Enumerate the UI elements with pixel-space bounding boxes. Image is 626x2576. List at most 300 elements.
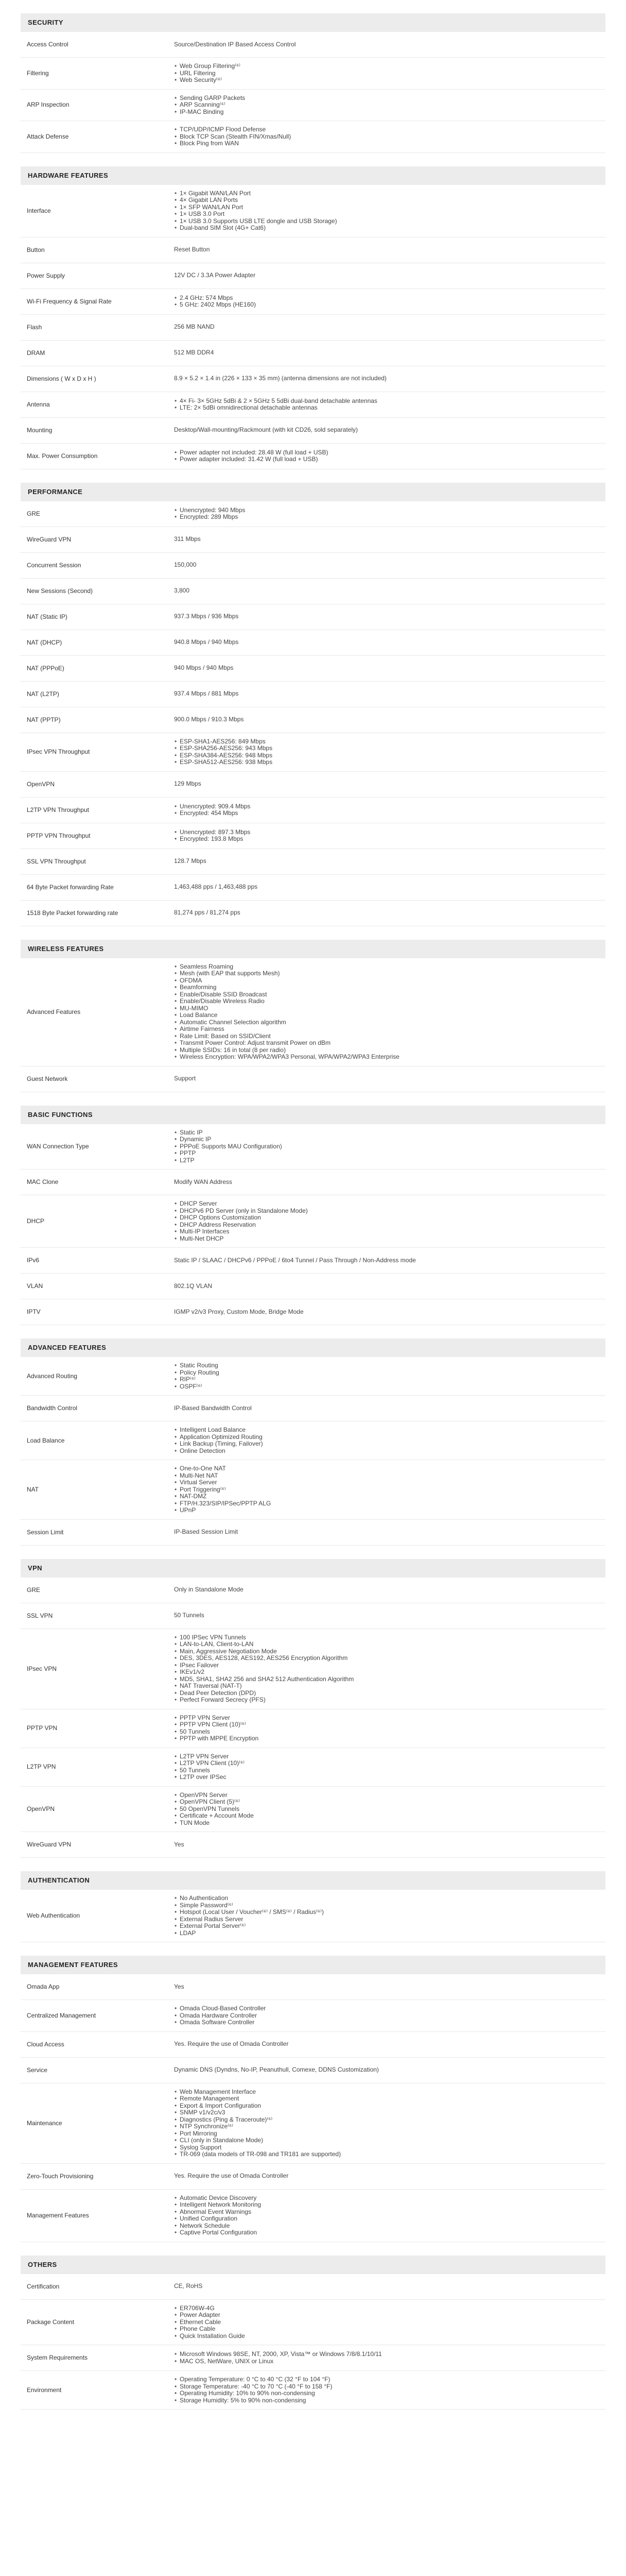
spec-label: Antenna [27, 400, 50, 408]
spec-row-bandwidth-control [21, 1396, 605, 1421]
spec-value-item: • Transmit Power Control: Adjust transmit Power on dBm [174, 1040, 599, 1047]
spec-row-load-balance [21, 1421, 605, 1460]
spec-value-item: • L2TP over IPSec [174, 1774, 599, 1781]
spec-label: Zero-Touch Provisioning [27, 2172, 94, 2180]
spec-value-list [174, 2376, 599, 2404]
spec-row-omada-app [21, 1974, 605, 2000]
spec-value-item: • Block Ping from WAN [174, 140, 599, 147]
spec-label: Concurrent Session [27, 561, 81, 569]
spec-label: VLAN [27, 1282, 43, 1290]
spec-value-list [174, 2005, 599, 2026]
spec-value-text: IP-Based Bandwidth Control [174, 1404, 252, 1412]
spec-value-item: • PPTP [174, 1150, 599, 1157]
spec-value [168, 775, 605, 793]
spec-value-text: 50 Tunnels [174, 1612, 204, 1619]
spec-value [168, 58, 605, 89]
spec-value [168, 824, 605, 848]
spec-value-item: • 4× Fi- 3× 5GHz 5dBi & 2 × 5GHz 5 5dBi dual-band detachable antennas [174, 398, 599, 405]
spec-label: ARP Inspection [27, 101, 69, 109]
section-title: HARDWARE FEATURES [21, 166, 605, 185]
spec-row-max-power-consumption [21, 444, 605, 469]
spec-value-text: 81,274 pps / 81,274 pps [174, 909, 240, 917]
spec-row-iptv [21, 1299, 605, 1325]
spec-label: IPTV [27, 1308, 41, 1315]
spec-row-package-content [21, 2300, 605, 2346]
spec-value-item: • Web Management Interface [174, 2089, 599, 2096]
spec-value-item: • Captive Portal Configuration [174, 2229, 599, 2236]
spec-value [168, 556, 605, 574]
spec-value-item: • Sending GARP Packets [174, 95, 599, 102]
spec-row-wan-connection-type [21, 1124, 605, 1170]
spec-value-list [174, 2351, 599, 2365]
spec-value-item: • 50 OpenVPN Tunnels [174, 1806, 599, 1813]
spec-value-item: • Application Optimized Routing [174, 1434, 599, 1441]
spec-label: NAT (PPTP) [27, 716, 61, 723]
spec-value-list [174, 1362, 599, 1390]
spec-value-list [174, 95, 599, 116]
spec-row-zero-touch-provisioning [21, 2164, 605, 2190]
spec-label: Bandwidth Control [27, 1404, 78, 1412]
spec-label: IPsec VPN Throughput [27, 748, 90, 755]
spec-row-advanced-features [21, 958, 605, 1066]
spec-value-item: • Storage Humidity: 5% to 90% non-condensing [174, 2397, 599, 2404]
spec-value [168, 90, 605, 121]
spec-value-item: • ESP-SHA1-AES256: 849 Mbps [174, 738, 599, 745]
spec-row-antenna [21, 392, 605, 418]
spec-value [168, 370, 605, 387]
spec-value-item: • 5 GHz: 2402 Mbps (HE160) [174, 301, 599, 309]
spec-label: Wi-Fi Frequency & Signal Rate [27, 297, 112, 305]
section-hardware-features [21, 166, 605, 469]
spec-value-list [174, 1200, 599, 1242]
spec-value-item: • NAT Traversal (NAT-T) [174, 1683, 599, 1690]
spec-label: MAC Clone [27, 1178, 59, 1185]
spec-label: NAT [27, 1485, 39, 1493]
section-management-features [21, 1956, 605, 2242]
spec-value-list [174, 2089, 599, 2158]
spec-label: GRE [27, 510, 41, 517]
spec-label: Filtering [27, 69, 49, 77]
spec-row-ipsec-vpn-throughput [21, 733, 605, 772]
spec-row-wireguard-vpn [21, 1832, 605, 1858]
spec-value-item: • Load Balance [174, 1012, 599, 1019]
spec-value-item: • Syslog Support [174, 2144, 599, 2151]
spec-value-text: 940 Mbps / 940 Mbps [174, 664, 234, 672]
spec-value-item: • Virtual Server [174, 1479, 599, 1486]
spec-value-list [174, 1634, 599, 1704]
spec-value [168, 421, 605, 439]
spec-value-item: • Simple Password⁽⁶⁾ [174, 1902, 599, 1909]
spec-value [168, 711, 605, 728]
spec-value-item: • One-to-One NAT [174, 1465, 599, 1472]
spec-value [168, 1890, 605, 1942]
spec-value [168, 1252, 605, 1269]
spec-value-item: • 1× USB 3.0 Port [174, 211, 599, 218]
spec-row-web-authentication [21, 1890, 605, 1942]
spec-value-item: • OSPF⁽⁶⁾ [174, 1383, 599, 1391]
spec-row-flash [21, 315, 605, 341]
spec-label: IPsec VPN [27, 1665, 57, 1672]
spec-value-item: • Encrypted: 193.8 Mbps [174, 836, 599, 843]
spec-value-item: • ER706W-4G [174, 2305, 599, 2312]
spec-value [168, 1421, 605, 1460]
section-vpn [21, 1559, 605, 1858]
spec-value-text: Yes [174, 1982, 184, 1990]
spec-label: PPTP VPN Throughput [27, 832, 91, 839]
section-wireless-features [21, 940, 605, 1092]
spec-value-item: • IP-MAC Binding [174, 109, 599, 116]
spec-value [168, 1581, 605, 1599]
spec-label: 1518 Byte Packet forwarding rate [27, 909, 118, 917]
spec-value [168, 531, 605, 548]
spec-value-text: 128.7 Mbps [174, 857, 206, 865]
spec-value-item: • DHCPv6 PD Server (only in Standalone Mode) [174, 1208, 599, 1215]
spec-label: NAT (PPPoE) [27, 664, 64, 672]
spec-value [168, 267, 605, 284]
spec-value-item: • Storage Temperature: -40 °C to 70 °C (-40 °F to 158 °F) [174, 2383, 599, 2391]
spec-value-item: • Network Schedule [174, 2223, 599, 2230]
spec-label: OpenVPN [27, 780, 55, 788]
spec-value-list [174, 738, 599, 766]
spec-value-item: • Hotspot (Local User / Voucher⁽⁶⁾ / SMS⁽⁶⁾ / Radius⁽⁶⁾) [174, 1909, 599, 1916]
spec-value-list [174, 2305, 599, 2340]
spec-value-text: Static IP / SLAAC / DHCPv6 / PPPoE / 6to4 Tunnel / Pass Through / Non-Address mode [174, 1256, 416, 1264]
spec-value-text: 3,800 [174, 587, 190, 595]
spec-row-button [21, 238, 605, 263]
spec-value-item: • Online Detection [174, 1448, 599, 1455]
spec-row-environment [21, 2371, 605, 2410]
spec-value [168, 853, 605, 870]
spec-value [168, 1460, 605, 1519]
section-title: VPN [21, 1559, 605, 1578]
spec-value-item: • Omada Software Controller [174, 2019, 599, 2026]
spec-value-item: • Enable/Disable Wireless Radio [174, 998, 599, 1005]
spec-row-ssl-vpn [21, 1603, 605, 1629]
spec-row-openvpn [21, 1787, 605, 1833]
spec-value-text: Source/Destination IP Based Access Control [174, 40, 296, 48]
spec-value [168, 1607, 605, 1624]
spec-value-item: • Unencrypted: 897.3 Mbps [174, 829, 599, 836]
spec-value-item: • Automatic Channel Selection algorithm [174, 1019, 599, 1026]
section-basic-functions [21, 1106, 605, 1326]
spec-value-text: Yes. Require the use of Omada Controller [174, 2040, 289, 2048]
spec-value-item: • PPPoE Supports MAU Configuration) [174, 1143, 599, 1150]
spec-value-item: • Phone Cable [174, 2326, 599, 2333]
spec-value-item: • Wireless Encryption: WPA/WPA2/WPA3 Personal, WPA/WPA2/WPA3 Enterprise [174, 1054, 599, 1061]
spec-value-item: • IPsec Failover [174, 1662, 599, 1669]
spec-row-system-requirements [21, 2345, 605, 2371]
spec-value-item: • 50 Tunnels [174, 1767, 599, 1774]
spec-value-item: • Certificate + Account Mode [174, 1812, 599, 1820]
spec-value-list [174, 1895, 599, 1937]
spec-label: Mounting [27, 426, 53, 434]
spec-value [168, 1978, 605, 1996]
spec-value-item: • Ethernet Cable [174, 2319, 599, 2326]
spec-value [168, 185, 605, 237]
spec-label: Environment [27, 2386, 62, 2394]
spec-value [168, 1357, 605, 1395]
spec-value-item: • 2.4 GHz: 574 Mbps [174, 295, 599, 302]
spec-value-text: 900.0 Mbps / 910.3 Mbps [174, 716, 244, 723]
spec-row-guest-network [21, 1066, 605, 1092]
spec-row-dhcp [21, 1195, 605, 1248]
spec-value [168, 290, 605, 314]
spec-value-text: 940.8 Mbps / 940 Mbps [174, 638, 239, 646]
spec-value [168, 241, 605, 259]
spec-value-item: • 100 IPSec VPN Tunnels [174, 1634, 599, 1641]
spec-value-list [174, 398, 599, 412]
spec-row-management-features [21, 2190, 605, 2242]
spec-value-item: • Export & Import Configuration [174, 2103, 599, 2110]
spec-value [168, 2167, 605, 2185]
spec-row-nat [21, 1460, 605, 1520]
spec-value-text: Modify WAN Address [174, 1178, 232, 1185]
spec-value-item: • Web Group Filtering⁽⁶⁾ [174, 63, 599, 70]
spec-value-text: 802.1Q VLAN [174, 1282, 213, 1290]
spec-value-item: • NTP Synchronize⁽⁶⁾ [174, 2123, 599, 2130]
spec-value-item: • Quick Installation Guide [174, 2333, 599, 2340]
spec-value-item: • IKEv1/v2 [174, 1669, 599, 1676]
spec-value-item: • Enable/Disable SSID Broadcast [174, 991, 599, 998]
spec-value [168, 582, 605, 600]
spec-label: NAT (L2TP) [27, 690, 59, 698]
spec-row-session-limit [21, 1520, 605, 1546]
spec-value-list [174, 829, 599, 843]
spec-label: NAT (Static IP) [27, 613, 67, 620]
spec-value-item: • Encrypted: 454 Mbps [174, 810, 599, 817]
spec-value-item: • Microsoft Windows 98SE, NT, 2000, XP, Vista™ or Windows 7/8/8.1/10/11 [174, 2351, 599, 2358]
spec-value [168, 1195, 605, 1247]
spec-value [168, 36, 605, 54]
spec-label: Power Supply [27, 272, 65, 279]
spec-value [168, 1787, 605, 1832]
spec-value-item: • Operating Humidity: 10% to 90% non-condensing [174, 2390, 599, 2397]
spec-row-vlan [21, 1274, 605, 1299]
spec-value [168, 798, 605, 822]
spec-value-item: • Static Routing [174, 1362, 599, 1369]
spec-value [168, 1124, 605, 1170]
spec-value-item: • LDAP [174, 1930, 599, 1937]
spec-value [168, 1174, 605, 1191]
spec-value-list [174, 963, 599, 1061]
spec-value-list [174, 295, 599, 309]
spec-value-item: • L2TP VPN Server [174, 1753, 599, 1760]
spec-row-certification [21, 2274, 605, 2300]
spec-value-text: 129 Mbps [174, 780, 201, 788]
spec-value-text: Yes [174, 1840, 184, 1848]
spec-value [168, 2300, 605, 2345]
spec-row-64-byte-packet-forwarding-rate [21, 875, 605, 901]
spec-value-item: • ARP Scanning⁽⁶⁾ [174, 101, 599, 109]
section-security [21, 13, 605, 153]
spec-row-1518-byte-packet-forwarding-rate [21, 901, 605, 926]
spec-value [168, 2083, 605, 2163]
spec-label: WireGuard VPN [27, 1841, 72, 1848]
spec-value-item: • ESP-SHA256-AES256: 943 Mbps [174, 745, 599, 752]
spec-value-item: • Static IP [174, 1129, 599, 1137]
spec-value-item: • Dead Peer Detection (DPD) [174, 1690, 599, 1697]
spec-value [168, 1709, 605, 1748]
spec-value-item: • Multiple SSIDs: 16 in total (8 per radio) [174, 1047, 599, 1054]
spec-value-item: • Unencrypted: 909.4 Mbps [174, 803, 599, 810]
spec-value [168, 634, 605, 651]
spec-row-arp-inspection [21, 90, 605, 122]
spec-value-text: Dynamic DNS (Dyndns, No-IP, Peanuthull, Comexe, DDNS Customization) [174, 2066, 379, 2074]
spec-row-ipsec-vpn [21, 1629, 605, 1709]
spec-value-item: • UPnP [174, 1507, 599, 1514]
spec-value [168, 2061, 605, 2079]
spec-value-item: • LAN-to-LAN, Client-to-LAN [174, 1641, 599, 1648]
spec-row-ssl-vpn-throughput [21, 849, 605, 875]
spec-value [168, 393, 605, 417]
spec-row-nat-pptp [21, 707, 605, 733]
spec-value-item: • Power adapter not included: 28.48 W (full load + USB) [174, 449, 599, 456]
spec-label: System Requirements [27, 2354, 88, 2361]
spec-value-item: • CLI (only in Standalone Mode) [174, 2137, 599, 2144]
spec-value [168, 2000, 605, 2031]
spec-value-list [174, 803, 599, 817]
spec-value-item: • SNMP v1/v2c/v3 [174, 2109, 599, 2116]
spec-label: Dimensions ( W x D x H ) [27, 375, 96, 382]
spec-row-new-sessions-second [21, 579, 605, 604]
section-title: MANAGEMENT FEATURES [21, 1956, 605, 1974]
spec-value-text: 8.9 × 5.2 × 1.4 in (226 × 133 × 35 mm) (antenna dimensions are not included) [174, 375, 387, 382]
spec-value [168, 2278, 605, 2295]
spec-label: WAN Connection Type [27, 1142, 89, 1150]
spec-value [168, 1400, 605, 1417]
spec-row-mounting [21, 418, 605, 444]
spec-value-text: 256 MB NAND [174, 323, 215, 331]
spec-label: Session Limit [27, 1528, 64, 1536]
section-title: BASIC FUNCTIONS [21, 1106, 605, 1124]
spec-label: Button [27, 246, 45, 253]
spec-label: Maintenance [27, 2119, 62, 2127]
spec-value-item: • 1× USB 3.0 Supports USB LTE dongle and USB Storage) [174, 218, 599, 225]
spec-value-item: • NAT-DMZ [174, 1493, 599, 1500]
spec-value-item: • External Portal Server⁽⁶⁾ [174, 1923, 599, 1930]
spec-row-wi-fi-frequency-signal-rate [21, 289, 605, 315]
spec-label: New Sessions (Second) [27, 587, 93, 595]
spec-value-item: • Beamforming [174, 984, 599, 991]
spec-label: IPv6 [27, 1257, 40, 1264]
section-performance [21, 483, 605, 926]
spec-value-item: • Intelligent Network Monitoring [174, 2201, 599, 2209]
spec-value-item: • Block TCP Scan (Stealth FIN/Xmas/Null) [174, 133, 599, 141]
spec-label: Cloud Access [27, 2040, 64, 2048]
spec-label: Package Content [27, 2318, 75, 2326]
section-title: ADVANCED FEATURES [21, 1338, 605, 1357]
spec-label: Omada App [27, 1983, 60, 1990]
spec-value-item: • Seamless Roaming [174, 963, 599, 971]
spec-value-item: • RIP⁽⁶⁾ [174, 1376, 599, 1383]
spec-value-item: • Automatic Device Discovery [174, 2195, 599, 2202]
spec-row-nat-pppoe [21, 656, 605, 682]
spec-value-list [174, 1753, 599, 1781]
spec-value-item: • TR-069 (data models of TR-098 and TR181 are supported) [174, 2151, 599, 2158]
spec-label: GRE [27, 1586, 41, 1594]
spec-value-item: • OpenVPN Client (5)⁽⁶⁾ [174, 1799, 599, 1806]
spec-value-item: • Dynamic IP [174, 1136, 599, 1143]
spec-row-pptp-vpn [21, 1709, 605, 1748]
spec-value-item: • 1× Gigabit WAN/LAN Port [174, 190, 599, 197]
spec-value-item: • Rate Limit: Based on SSID/Client [174, 1033, 599, 1040]
spec-value-text: Reset Button [174, 246, 210, 253]
spec-label: 64 Byte Packet forwarding Rate [27, 883, 114, 891]
spec-row-attack-defense [21, 121, 605, 153]
spec-value [168, 878, 605, 896]
spec-value-item: • Diagnostics (Ping & Traceroute)⁽⁶⁾ [174, 2116, 599, 2124]
spec-row-nat-l2tp [21, 682, 605, 707]
spec-value [168, 2190, 605, 2242]
spec-value-item: • Power Adapter [174, 2312, 599, 2319]
spec-label: SSL VPN [27, 1612, 53, 1619]
spec-row-l2tp-vpn [21, 1748, 605, 1787]
spec-value-list [174, 190, 599, 232]
spec-value [168, 344, 605, 362]
spec-value-item: • Mesh (with EAP that supports Mesh) [174, 970, 599, 977]
spec-value [168, 121, 605, 152]
spec-value-text: Support [174, 1075, 196, 1082]
spec-value-text: IGMP v2/v3 Proxy, Custom Mode, Bridge Mode [174, 1308, 304, 1315]
spec-value-item: • 50 Tunnels [174, 1728, 599, 1736]
spec-label: Access Control [27, 41, 68, 48]
spec-row-dram [21, 341, 605, 366]
spec-value-item: • External Radius Server [174, 1916, 599, 1923]
spec-value-item: • DHCP Options Customization [174, 1214, 599, 1222]
spec-label: PPTP VPN [27, 1724, 58, 1732]
spec-value-item: • Port Triggering⁽⁶⁾ [174, 1486, 599, 1494]
spec-row-dimensions-w-x-d-x-h [21, 366, 605, 392]
spec-value-item: • Web Security⁽⁶⁾ [174, 77, 599, 84]
spec-label: Max. Power Consumption [27, 452, 98, 460]
spec-value-text: 937.4 Mbps / 881 Mbps [174, 690, 239, 698]
spec-value-item: • FTP/H.323/SIP/IPSec/PPTP ALG [174, 1500, 599, 1507]
spec-value [168, 1070, 605, 1088]
spec-value-item: • Multi-IP Interfaces [174, 1228, 599, 1235]
spec-value-list [174, 449, 599, 463]
spec-row-centralized-management [21, 2000, 605, 2032]
spec-label: L2TP VPN Throughput [27, 806, 89, 814]
spec-value-text: 1,463,488 pps / 1,463,488 pps [174, 883, 258, 891]
spec-label: Guest Network [27, 1075, 68, 1082]
spec-label: Advanced Routing [27, 1372, 78, 1380]
spec-row-l2tp-vpn-throughput [21, 798, 605, 823]
spec-label: DHCP [27, 1217, 45, 1225]
spec-value-item: • Link Backup (Timing, Failover) [174, 1440, 599, 1448]
spec-value [168, 1748, 605, 1786]
spec-value-item: • TCP/UDP/ICMP Flood Defense [174, 126, 599, 133]
section-advanced-features [21, 1338, 605, 1546]
spec-label: Flash [27, 323, 42, 331]
spec-row-filtering [21, 58, 605, 90]
spec-row-gre [21, 1578, 605, 1603]
spec-label: Web Authentication [27, 1912, 80, 1919]
spec-value-item: • 4× Gigabit LAN Ports [174, 197, 599, 204]
spec-value-item: • Dual-band SIM Slot (4G+ Cat6) [174, 225, 599, 232]
spec-row-mac-clone [21, 1170, 605, 1195]
spec-value-text: 311 Mbps [174, 535, 201, 543]
spec-value-item: • MD5, SHA1, SHA2 256 and SHA2 512 Authentication Algorithm [174, 1676, 599, 1683]
spec-value-list [174, 507, 599, 521]
spec-label: OpenVPN [27, 1805, 55, 1812]
spec-value [168, 1278, 605, 1295]
spec-value-list [174, 1129, 599, 1164]
spec-value-item: • TUN Mode [174, 1820, 599, 1827]
section-title: AUTHENTICATION [21, 1871, 605, 1890]
spec-label: Load Balance [27, 1436, 65, 1444]
spec-label: WireGuard VPN [27, 535, 72, 543]
spec-value-item: • No Authentication [174, 1895, 599, 1902]
